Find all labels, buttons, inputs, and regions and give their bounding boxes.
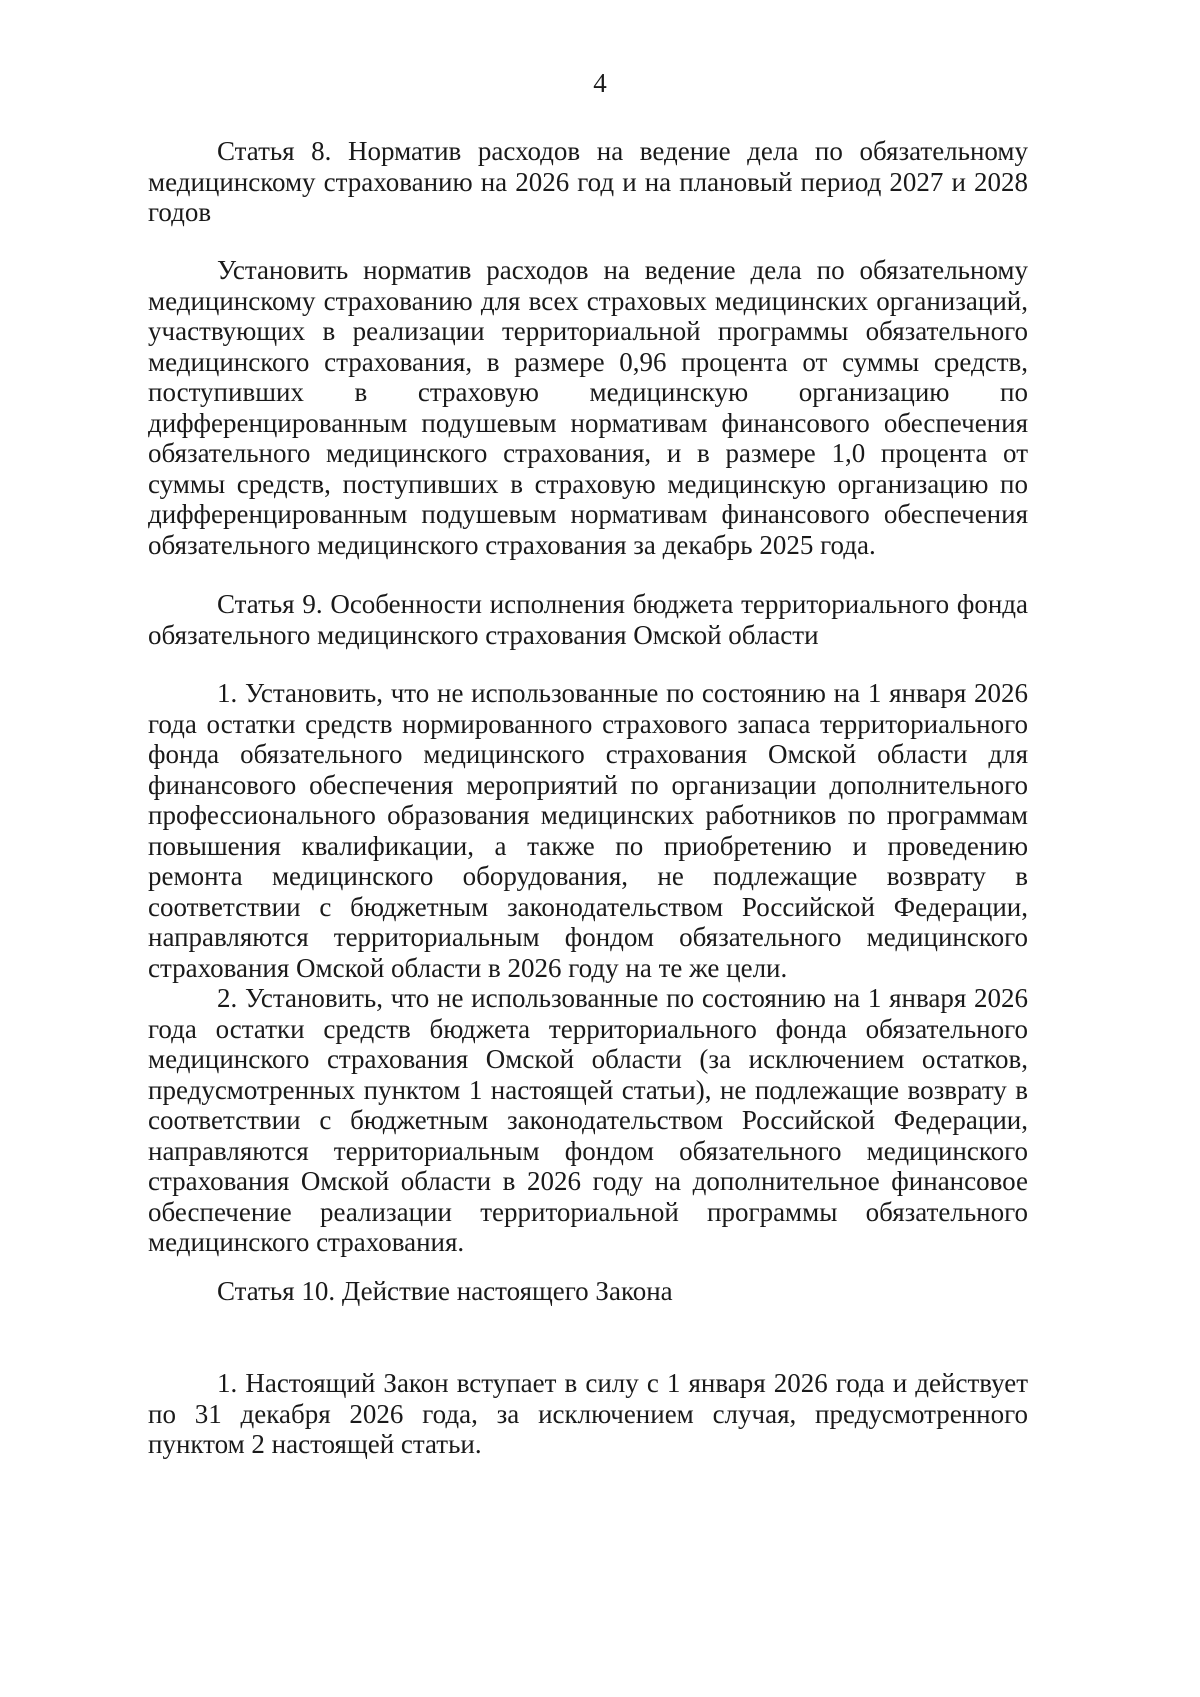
article-10-body <box>148 1368 1028 1460</box>
article-heading-text: Статья 8. Норматив расходов на ведение дела по обязательному медицинскому страхованию на 2026 год и на плановый период 2027 и 2028 годов <box>148 136 1028 227</box>
paragraph: 1. Настоящий Закон вступает в силу с 1 января 2026 года и действует по 31 декабря 2026 года, за исключением случая, предусмотренного пунктом 2 настоящей статьи. <box>148 1368 1028 1459</box>
article-8-heading <box>148 136 1028 228</box>
article-10-heading <box>148 1276 1028 1307</box>
paragraph: Установить норматив расходов на ведение дела по обязательному медицинскому страхованию для всех страховых медицинских организаций, участвующих в реализации территориальной программы обязательного медицинского страхования, в размере 0,96 процента от суммы средств, поступивших в страховую медицинскую организацию по дифференцированным подушевым нормативам финансового обеспечения обязательного медицинского страхования, и в размере 1,0 процента от суммы средств, поступивших в страховую медицинскую организацию по дифференцированным подушевым нормативам финансового обеспечения обязательного медицинского страхования за декабрь 2025 года. <box>148 255 1028 560</box>
article-heading-text: Статья 10. Действие настоящего Закона <box>217 1276 673 1306</box>
article-9-heading <box>148 589 1028 650</box>
page-number: 4 <box>593 68 607 98</box>
article-9-body <box>148 678 1028 1258</box>
paragraph: 2. Установить, что не использованные по состоянию на 1 января 2026 года остатки средств бюджета территориального фонда обязательного медицинского страхования Омской области (за исключением остатков, предусмотренных пунктом 1 настоящей статьи), не подлежащие возврату в соответствии с бюджетным законодательством Российской Федерации, направляются территориальным фондом обязательного медицинского страхования Омской области в 2026 году на дополнительное финансовое обеспечение реализации территориальной программы обязательного медицинского страхования. <box>148 983 1028 1257</box>
article-heading-text: Статья 9. Особенности исполнения бюджета территориального фонда обязательного медицинского страхования Омской области <box>148 589 1028 650</box>
article-8-body <box>148 255 1028 560</box>
paragraph: 1. Установить, что не использованные по состоянию на 1 января 2026 года остатки средств нормированного страхового запаса территориального фонда обязательного медицинского страхования Омской области для финансового обеспечения мероприятий по организации дополнительного профессионального образования медицинских работников по программам повышения квалификации, а также по приобретению и проведению ремонта медицинского оборудования, не подлежащие возврату в соответствии с бюджетным законодательством Российской Федерации, направляются территориальным фондом обязательного медицинского страхования Омской области в 2026 году на те же цели. <box>148 678 1028 983</box>
